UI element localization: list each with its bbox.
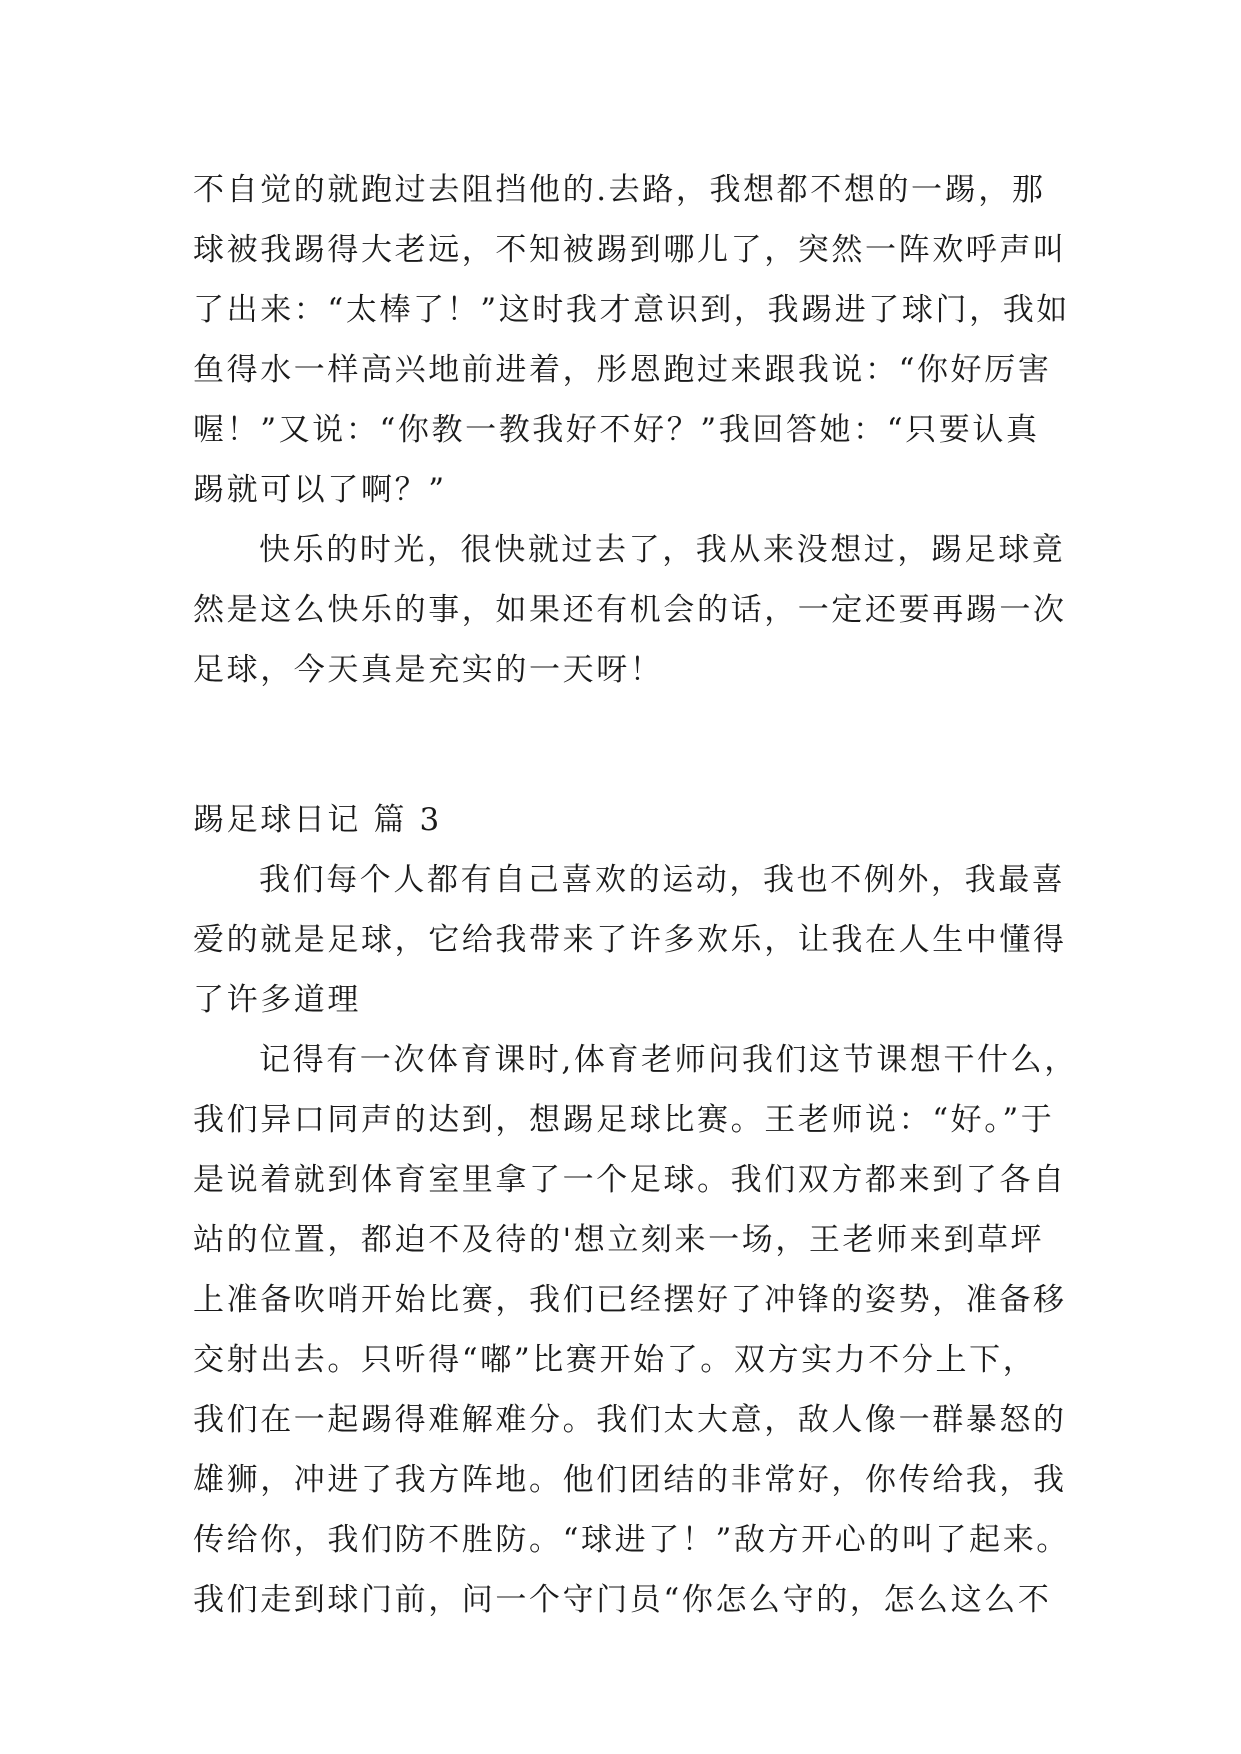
section-heading: 踢足球日记 篇 3 (193, 802, 442, 838)
text-line: 快乐的时光，很快就过去了，我从来没想过，踢足球竟 (259, 532, 1066, 568)
text-line: 球被我踢得大老远，不知被踢到哪儿了，突然一阵欢呼声叫 (193, 232, 1067, 268)
text-line: 爱的就是足球，它给我带来了许多欢乐，让我在人生中懂得 (193, 922, 1067, 958)
text-line: 不自觉的就跑过去阻挡他的.去路，我想都不想的一踢，那 (193, 172, 1046, 208)
document-page (193, 160, 1078, 1630)
paragraph-intro (193, 850, 1067, 1030)
text-line: 记得有一次体育课时,体育老师问我们这节课想干什么， (259, 1042, 1078, 1078)
text-line: 我们异口同声的达到，想踢足球比赛。王老师说：“好。”于 (193, 1102, 1055, 1138)
text-line: 站的位置，都迫不及待的'想立刻来一场，王老师来到草坪 (193, 1222, 1045, 1258)
paragraph-pe-class (193, 1030, 1078, 1630)
text-line: 我们每个人都有自己喜欢的运动，我也不例外，我最喜 (259, 862, 1066, 898)
text-line: 然是这么快乐的事，如果还有机会的话，一定还要再踢一次 (193, 592, 1067, 628)
text-line: 足球，今天真是充实的一天呀！ (193, 652, 664, 688)
text-line: 上准备吹哨开始比赛，我们已经摆好了冲锋的姿势，准备移 (193, 1282, 1067, 1318)
text-line: 是说着就到体育室里拿了一个足球。我们双方都来到了各自 (193, 1162, 1067, 1198)
paragraph-continuation (193, 160, 1070, 520)
text-line: 鱼得水一样高兴地前进着，彤恩跑过来跟我说：“你好厉害 (193, 352, 1052, 388)
section-gap (193, 700, 1063, 790)
text-line: 我们在一起踢得难解难分。我们太大意，敌人像一群暴怒的 (193, 1402, 1067, 1438)
text-line: 了出来：“太棒了！”这时我才意识到，我踢进了球门，我如 (193, 292, 1070, 328)
text-line: 我们走到球门前，问一个守门员“你怎么守的，怎么这么不 (193, 1582, 1052, 1618)
text-line: 喔！”又说：“你教一教我好不好？”我回答她：“只要认真 (193, 412, 1040, 448)
paragraph-happy-time (193, 520, 1067, 700)
text-line: 了许多道理 (193, 982, 361, 1018)
text-line: 传给你，我们防不胜防。“球进了！”敌方开心的叫了起来。 (193, 1522, 1070, 1558)
text-line: 雄狮，冲进了我方阵地。他们团结的非常好，你传给我，我 (193, 1462, 1067, 1498)
text-line: 踢就可以了啊？” (193, 472, 447, 508)
text-line: 交射出去。只听得“嘟”比赛开始了。双方实力不分上下， (193, 1342, 1037, 1378)
